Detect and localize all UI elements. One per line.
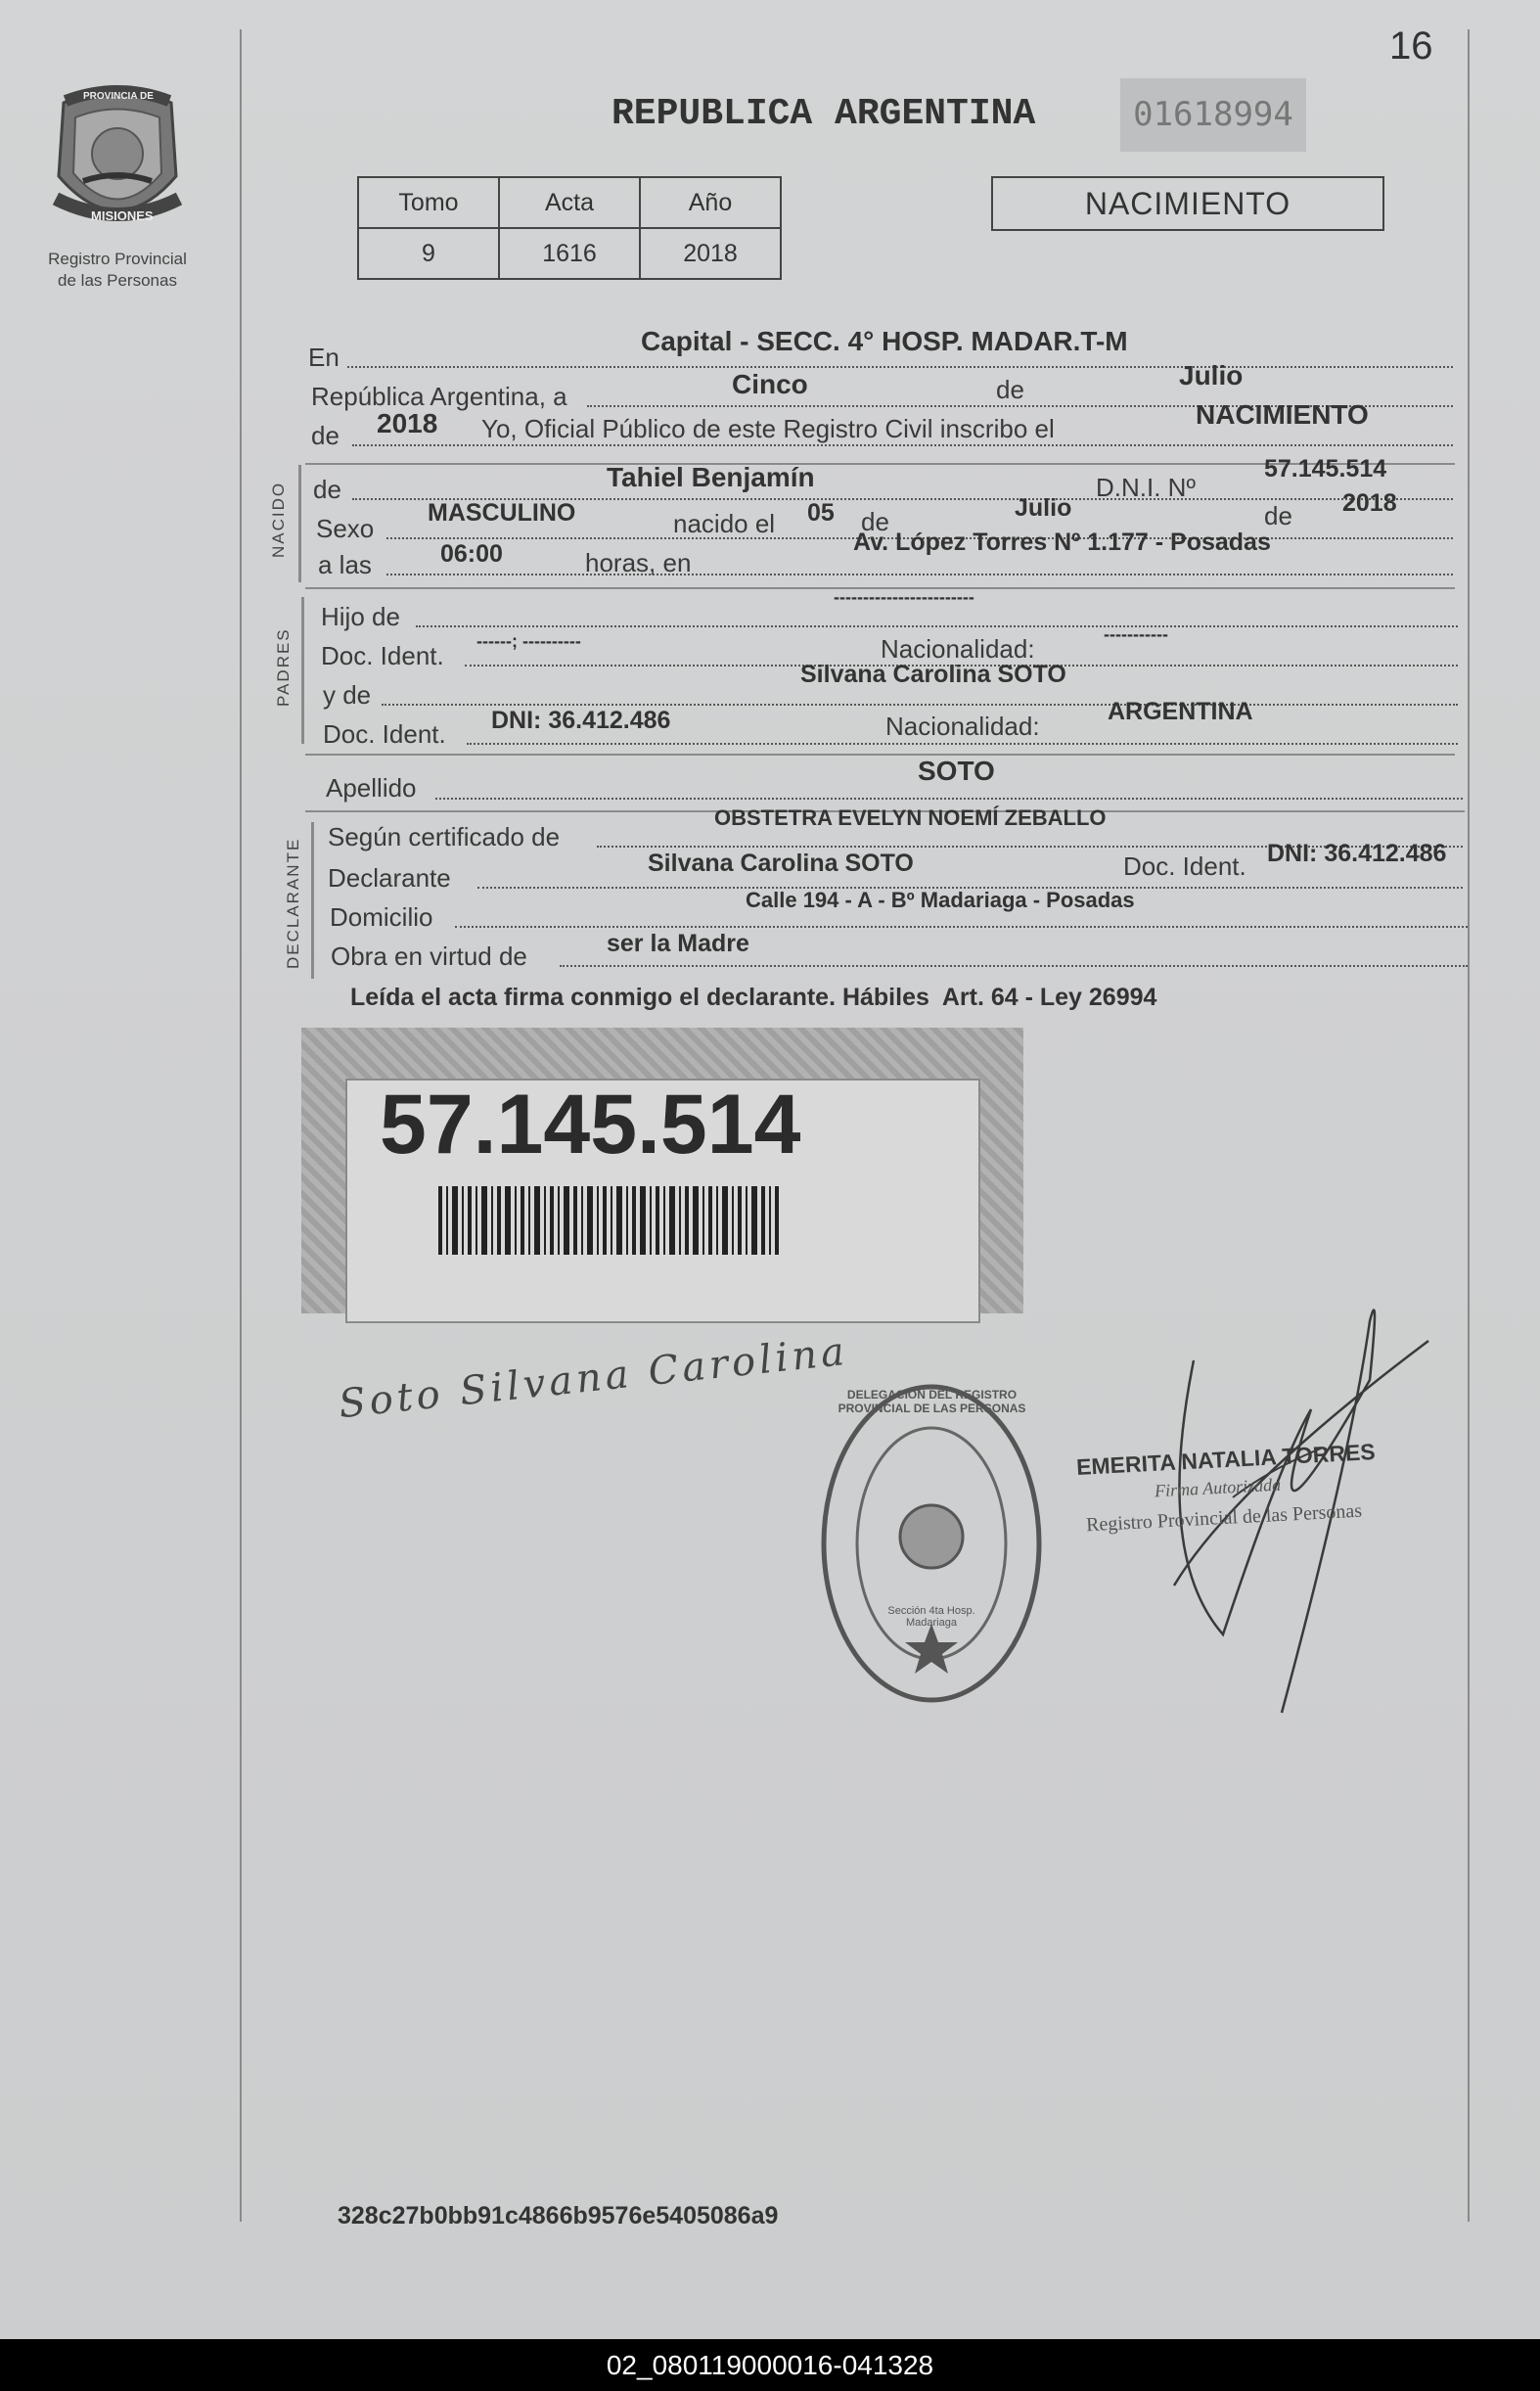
- certificado-label: Según certificado de: [328, 822, 561, 851]
- nacido-de2-label: de: [861, 507, 889, 536]
- nacido-el-label: nacido el: [673, 509, 776, 538]
- nacionalidad-label-2: Nacionalidad:: [885, 712, 1040, 741]
- child-name: Tahiel Benjamín: [607, 462, 815, 492]
- seal-text: DELEGACION DEL REGISTRO PROVINCIAL DE LAS PERSONAS: [838, 1388, 1026, 1415]
- de2-label: de: [311, 421, 340, 450]
- document-hash: 328c27b0bb91c4866b9576e5405086a9: [338, 2202, 779, 2230]
- birth-day: 05: [807, 499, 835, 527]
- dni-label: D.N.I. Nº: [1096, 473, 1196, 502]
- ano-header: Año: [640, 177, 781, 228]
- nacionalidad-label: Nacionalidad:: [881, 634, 1035, 664]
- sticker-number: 57.145.514: [380, 1078, 801, 1172]
- mother-nationality: ARGENTINA: [1108, 698, 1253, 725]
- doc-ident-label: Doc. Ident.: [321, 641, 444, 670]
- serial-number: 01618994: [1120, 78, 1306, 152]
- closing-text: Leída el acta firma conmigo el declarante. Hábiles Art. 64 - Ley 26994: [350, 984, 1157, 1011]
- nacido-de3-label: de: [1264, 501, 1292, 530]
- barcode-icon: [438, 1186, 830, 1255]
- left-margin-line: [240, 29, 242, 2222]
- official-role: Firma Autorizada: [1154, 1474, 1282, 1501]
- mother-name: Silvana Carolina SOTO: [800, 661, 1066, 688]
- nacido-de-label: de: [313, 475, 341, 504]
- obra-reason: ser la Madre: [607, 930, 749, 957]
- logo-bottom-text: MISIONES: [91, 208, 154, 223]
- official-text: Yo, Oficial Público de este Registro Civil inscribo el: [481, 414, 1055, 443]
- republica-label: República Argentina, a: [311, 382, 567, 411]
- birth-month: Julio: [1015, 494, 1072, 522]
- birth-hour: 06:00: [440, 540, 503, 568]
- a-las-label: a las: [318, 550, 372, 579]
- horas-label: horas, en: [585, 548, 692, 577]
- record-month: Julio: [1179, 360, 1244, 391]
- doc-ident-label-2: Doc. Ident.: [323, 719, 446, 749]
- child-dni: 57.145.514: [1264, 455, 1387, 483]
- hijo-de-label: Hijo de: [321, 602, 400, 631]
- province-logo: [44, 83, 191, 250]
- tomo-header: Tomo: [358, 177, 499, 228]
- obra-label: Obra en virtud de: [331, 942, 527, 971]
- place-of-record: Capital - SECC. 4° HOSP. MADAR.T-M: [641, 326, 1128, 356]
- dni-sticker: [301, 1028, 1023, 1313]
- inscribe-type: NACIMIENTO: [1196, 399, 1369, 430]
- declarant-name: Silvana Carolina SOTO: [648, 850, 914, 877]
- de-label: de: [996, 375, 1024, 404]
- child-sex: MASCULINO: [428, 499, 576, 527]
- declarant-doc: DNI: 36.412.486: [1267, 840, 1447, 867]
- mother-doc: DNI: 36.412.486: [491, 707, 671, 734]
- logo-caption-2: de las Personas: [58, 271, 177, 290]
- registry-table: [357, 176, 782, 280]
- seal-stamp-icon: [817, 1380, 1047, 1708]
- right-margin-line: [1468, 29, 1470, 2222]
- y-de-label: y de: [323, 680, 372, 710]
- acta-header: Acta: [499, 177, 640, 228]
- sexo-label: Sexo: [316, 514, 375, 543]
- declarante-section-label: DECLARANTE: [284, 837, 302, 969]
- footer-id-bar: 02_080119000016-041328: [0, 2339, 1540, 2391]
- declarante-label: Declarante: [328, 863, 451, 893]
- child-surname: SOTO: [918, 756, 995, 786]
- seal-inner-text: Sección 4ta Hosp. Madariaga: [887, 1605, 975, 1629]
- domicilio-label: Domicilio: [330, 902, 433, 932]
- padres-section-label: PADRES: [274, 627, 293, 707]
- certifier: OBSTETRA EVELYN NOEMÍ ZEBALLO: [714, 805, 1107, 830]
- father-name: ------------------------: [834, 587, 974, 607]
- record-day: Cinco: [732, 369, 808, 399]
- birth-year: 2018: [1342, 489, 1397, 517]
- decl-doc-label: Doc. Ident.: [1123, 851, 1246, 881]
- nacido-section-label: NACIDO: [269, 481, 288, 558]
- birth-place: Av. López Torres Nº 1.177 - Posadas: [853, 529, 1271, 556]
- apellido-label: Apellido: [326, 773, 417, 803]
- declarant-address: Calle 194 - A - Bº Madariaga - Posadas: [746, 888, 1135, 912]
- page-number: 16: [1389, 24, 1433, 68]
- en-label: En: [308, 343, 340, 372]
- official-seal: [817, 1380, 1047, 1708]
- official-name: EMERITA NATALIA TORRES: [1075, 1439, 1377, 1480]
- ano-value: 2018: [640, 228, 781, 279]
- record-year: 2018: [377, 408, 438, 438]
- handwritten-name: Soto Silvana Carolina: [337, 1328, 850, 1428]
- shield-emblem-icon: [44, 83, 191, 250]
- father-doc: ------; ----------: [476, 631, 581, 651]
- document-title: REPUBLICA ARGENTINA: [611, 93, 1036, 135]
- document-type-box: NACIMIENTO: [991, 176, 1384, 231]
- father-nationality: -----------: [1104, 624, 1168, 644]
- acta-value: 1616: [499, 228, 640, 279]
- official-organization: Registro Provincial de las Personas: [1085, 1499, 1363, 1537]
- logo-caption-1: Registro Provincial: [48, 250, 187, 268]
- tomo-value: 9: [358, 228, 499, 279]
- logo-top-text: PROVINCIA DE: [83, 91, 154, 102]
